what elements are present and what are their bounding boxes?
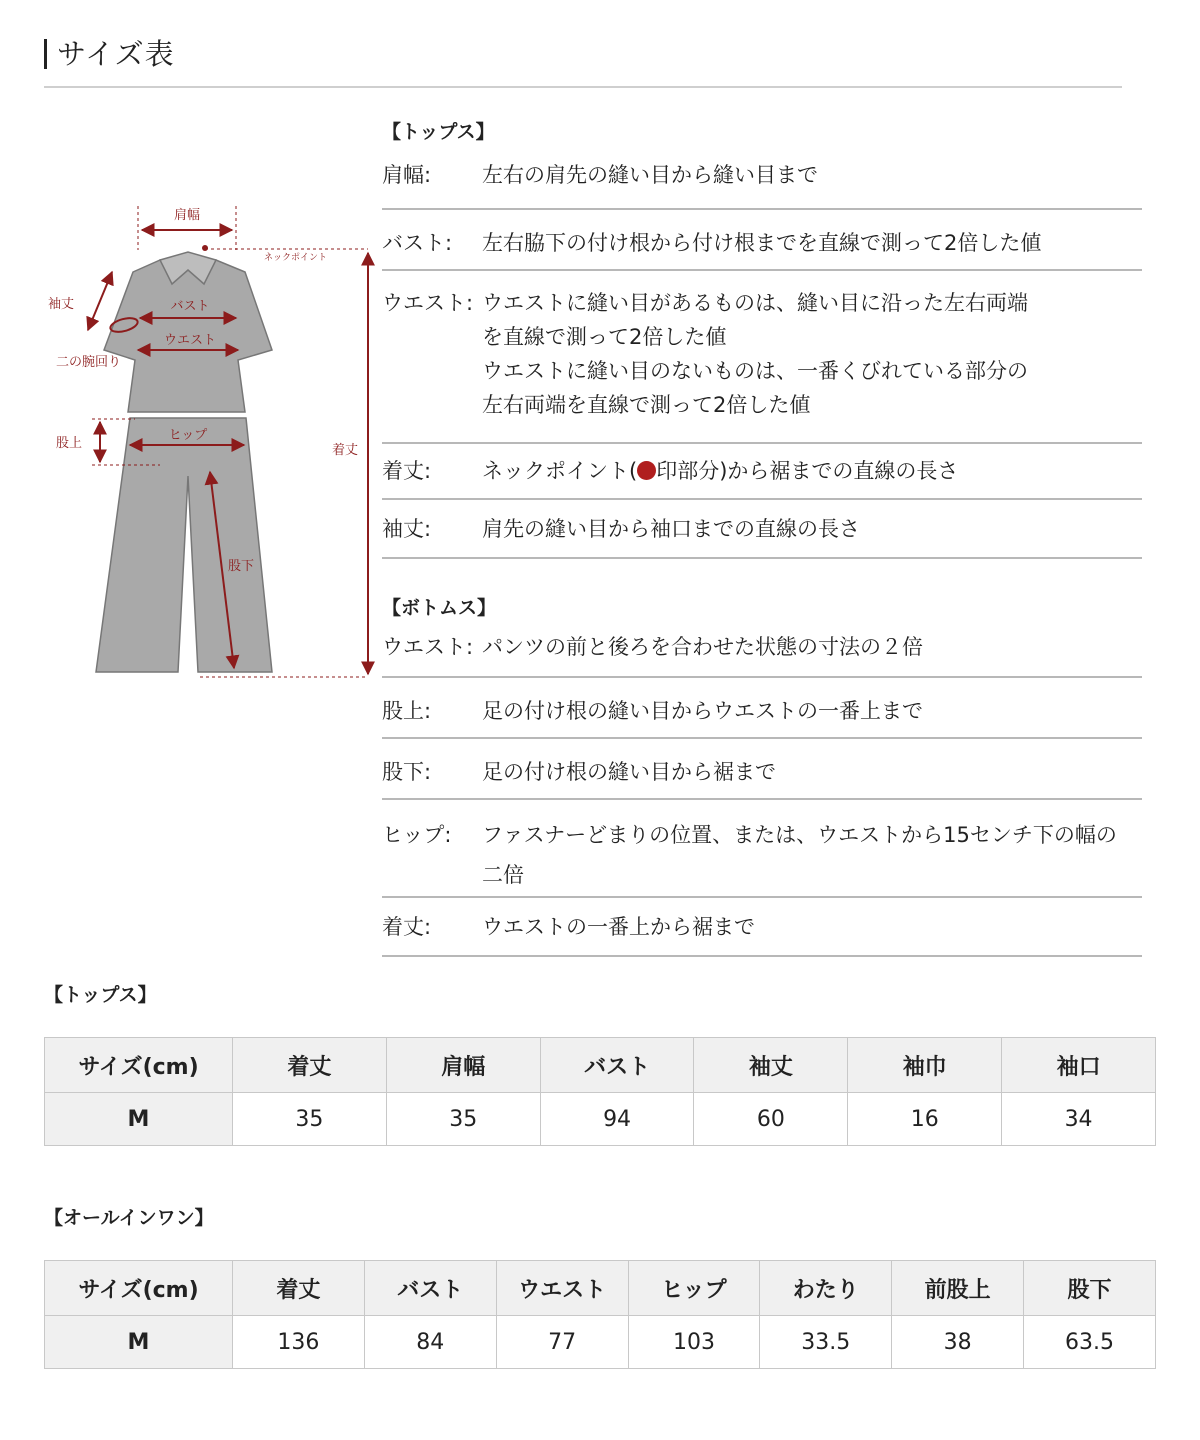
- desc-part: ネックポイント(: [482, 459, 638, 483]
- table-header-cell: 着丈: [233, 1261, 365, 1316]
- definition-key: 股下:: [382, 760, 432, 784]
- table-cell: 77: [496, 1316, 628, 1369]
- sleeve-arrow: [88, 272, 112, 330]
- definition-desc: 足の付け根の縫い目からウエストの一番上まで: [482, 699, 923, 723]
- table-header-cell: ウエスト: [496, 1261, 628, 1316]
- garment-illustration: [40, 190, 380, 690]
- label-inseam: 股下: [228, 559, 255, 574]
- definition-row: [382, 626, 1142, 678]
- definition-key: ウエスト:: [382, 635, 474, 659]
- label-sleeve: 袖丈: [48, 297, 75, 312]
- definition-desc: 左右脇下の付け根から付け根までを直線で測って2倍した値: [482, 231, 1042, 255]
- definition-row: [382, 739, 1142, 800]
- definition-desc: 肩先の縫い目から袖口までの直線の長さ: [482, 517, 860, 541]
- table-header-cell: 股下: [1024, 1261, 1156, 1316]
- table-cell: 84: [364, 1316, 496, 1369]
- table-header-cell: 肩幅: [386, 1038, 540, 1093]
- label-shoulder: 肩幅: [173, 208, 201, 223]
- definition-key: 袖丈:: [382, 517, 432, 541]
- table-cell: 33.5: [760, 1316, 892, 1369]
- table-header-cell: 袖口: [1002, 1038, 1156, 1093]
- label-waist: ウエスト: [163, 333, 217, 348]
- red-dot-icon: [637, 461, 656, 480]
- title-divider: [44, 86, 1122, 88]
- label-hip: ヒップ: [168, 428, 208, 443]
- table-header-cell: バスト: [540, 1038, 694, 1093]
- definition-desc: 足の付け根の縫い目から裾まで: [482, 760, 776, 784]
- table-cell: 35: [386, 1093, 540, 1146]
- label-bust: バスト: [170, 299, 210, 314]
- definition-row: [382, 800, 1142, 898]
- label-upper-arm: 二の腕回り: [56, 355, 122, 370]
- table-cell: 103: [628, 1316, 760, 1369]
- definition-row: [382, 210, 1142, 271]
- measurement-definitions: [382, 114, 1142, 957]
- label-rise: 股上: [56, 436, 83, 451]
- definition-desc: ウエストに縫い目があるものは、縫い目に沿った左右両端 を直線で測って2倍した値 ウエストに縫い目のないものは、一番くびれている部分の 左右両端を直線で測って2倍した値: [482, 291, 1028, 417]
- table-cell: 136: [233, 1316, 365, 1369]
- table-header-cell: サイズ(cm): [45, 1038, 233, 1093]
- label-length: 着丈: [332, 443, 359, 458]
- definition-desc: [482, 454, 1142, 498]
- definition-key: 肩幅:: [382, 163, 432, 187]
- table-row: [45, 1316, 1156, 1369]
- definition-key: 着丈:: [382, 459, 432, 483]
- table-header-cell: 袖丈: [694, 1038, 848, 1093]
- definition-desc: ウエストの一番上から裾まで: [482, 915, 755, 939]
- tops-size-table: [44, 1037, 1156, 1146]
- table-cell: 38: [892, 1316, 1024, 1369]
- definition-row: [382, 271, 1142, 444]
- definition-desc: 左右の肩先の縫い目から縫い目まで: [482, 163, 818, 187]
- definition-row: [382, 150, 1142, 210]
- table-cell: 60: [694, 1093, 848, 1146]
- definition-key: ヒップ:: [382, 823, 452, 847]
- definition-row: [382, 678, 1142, 739]
- table-cell: 34: [1002, 1093, 1156, 1146]
- desc-part: 印部分)から裾までの直線の長さ: [656, 459, 959, 483]
- table-header-cell: 袖巾: [848, 1038, 1002, 1093]
- table-cell: 16: [848, 1093, 1002, 1146]
- table-cell: 35: [233, 1093, 387, 1146]
- definition-row: [382, 500, 1142, 559]
- table-row: [45, 1093, 1156, 1146]
- measurement-diagram: [40, 190, 380, 690]
- table-header-cell: わたり: [760, 1261, 892, 1316]
- definition-row: [382, 898, 1142, 957]
- definition-key: ウエスト:: [382, 291, 474, 315]
- table-cell: 63.5: [1024, 1316, 1156, 1369]
- definition-row: [382, 444, 1142, 500]
- table-header-cell: サイズ(cm): [45, 1261, 233, 1316]
- table-header-cell: ヒップ: [628, 1261, 760, 1316]
- table-header-row: [45, 1261, 1156, 1316]
- title-bar: [44, 39, 47, 69]
- size-label-cell: M: [45, 1093, 233, 1146]
- table-header-cell: バスト: [364, 1261, 496, 1316]
- label-neck-point: ネックポイント: [264, 253, 328, 263]
- table-header-row: [45, 1038, 1156, 1093]
- table-cell: 94: [540, 1093, 694, 1146]
- table-header-cell: 前股上: [892, 1261, 1024, 1316]
- definition-key: 股上:: [382, 699, 432, 723]
- allinone-size-table: [44, 1260, 1156, 1369]
- pants-shape: [96, 418, 272, 672]
- page-title: [44, 34, 175, 74]
- definition-desc: パンツの前と後ろを合わせた状態の寸法の２倍: [482, 635, 923, 659]
- tops-definitions-heading: 【トップス】: [382, 121, 495, 143]
- tops-table-heading: 【トップス】: [44, 984, 157, 1006]
- size-label-cell: M: [45, 1316, 233, 1369]
- definition-desc: ファスナーどまりの位置、または、ウエストから15センチ下の幅の 二倍: [482, 823, 1117, 887]
- neck-point-dot: [202, 245, 208, 251]
- allinone-table-heading: 【オールインワン】: [44, 1207, 214, 1229]
- bottoms-definitions-heading: 【ボトムス】: [382, 597, 497, 619]
- table-header-cell: 着丈: [233, 1038, 387, 1093]
- definition-key: 着丈:: [382, 915, 432, 939]
- definition-key: バスト:: [382, 231, 453, 255]
- page-title-text: サイズ表: [57, 37, 175, 71]
